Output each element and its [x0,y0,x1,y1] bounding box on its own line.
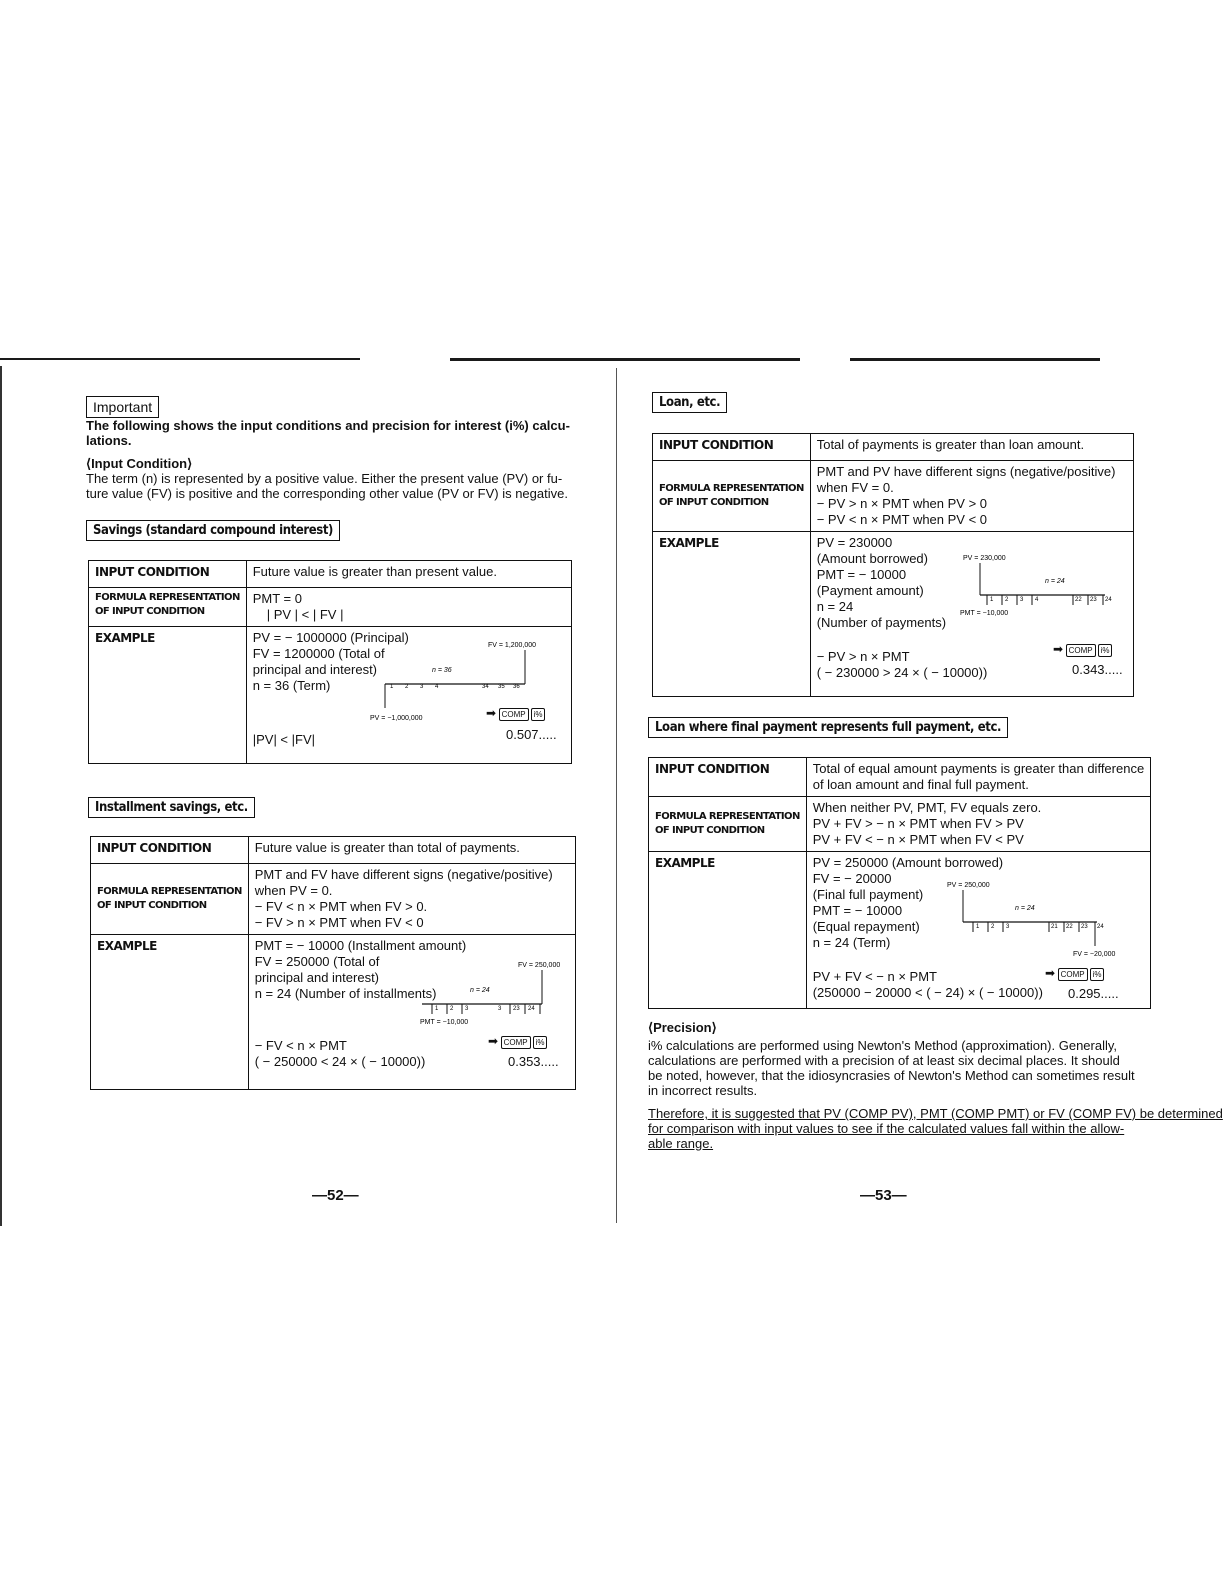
tick-label: 22 [1075,597,1082,603]
example-line: PV + FV < − n × PMT [812,969,937,984]
example-line: n = 24 [816,599,854,614]
tick-label: 23 [1090,597,1097,603]
diagram-n-label: n = 24 [1015,905,1035,912]
tick-label: 21 [1051,924,1058,930]
input-condition-heading: ⟨Input Condition⟩ [86,456,193,471]
loan-result: 0.343..... [1072,662,1123,677]
example-line: principal and interest) [254,970,380,985]
formula-label-line: FORMULA REPRESENTATION [95,592,240,603]
intro-line: lations. [86,433,132,448]
example-label: EXAMPLE [89,627,247,764]
tick-label: 2 [991,924,995,930]
top-rule-left [0,358,360,360]
formula-label [653,461,811,532]
tick-label: 2 [405,684,409,690]
top-rule-right [850,358,1100,361]
example-line: (Final full payment) [812,887,924,902]
diagram-fv-label: FV = −20,000 [1073,951,1116,958]
formula-line: PV + FV > − n × PMT when FV > PV [812,816,1024,831]
diagram-pv-label: PV = 250,000 [947,882,990,889]
table-row [649,797,1151,852]
example-line: ( − 230000 > 24 × ( − 10000)) [816,665,988,680]
example-line: (Equal repayment) [812,919,920,934]
formula-line: when PV = 0. [254,883,333,898]
tick-label: 4 [435,684,439,690]
savings-title: Savings (standard compound interest) [86,520,340,541]
precision-text: i% calculations are performed using Newton's Method (approximation). Generally, [648,1038,1118,1053]
table-row [653,461,1134,532]
intro-line: The following shows the input conditions and precision for interest (i%) calcu- [86,418,570,433]
input-condition-value: Future value is greater than total of payments. [248,837,575,864]
tick-label: 24 [1105,597,1112,603]
formula-line: PMT and PV have different signs (negative/positive) [816,464,1116,479]
tick-label: 24 [1097,924,1104,930]
input-condition-line: Total of equal amount payments is greater than difference [812,761,1145,776]
example-line: (Payment amount) [816,583,924,598]
table-row [91,837,576,864]
intro-text [86,418,586,448]
installment-key-sequence [488,1034,549,1049]
example-line: PMT = − 10000 (Installment amount) [254,938,467,953]
tick-label: 34 [482,684,489,690]
example-line: (Amount borrowed) [816,551,928,566]
example-line: FV = 250000 (Total of [254,954,380,969]
example-line: PMT = − 10000 [816,567,907,582]
diagram-pmt-label: PMT = −10,000 [960,610,1009,617]
formula-label [649,797,807,852]
example-line: PV = 250000 (Amount borrowed) [812,855,1004,870]
comp-key: COMP [1066,644,1096,657]
diagram-fv-label: FV = 250,000 [518,962,561,969]
tick-label: 1 [976,924,980,930]
formula-line: − PV > n × PMT when PV > 0 [816,496,988,511]
tick-label: 23 [513,1006,520,1012]
arrow-icon: ➡ [1045,966,1056,980]
input-condition-text: The term (n) is represented by a positive value. Either the present value (PV) or fu- [86,471,563,486]
precision-text: be noted, however, that the idiosyncrasies of Newton's Method can sometimes result [648,1068,1135,1083]
formula-label-line: OF INPUT CONDITION [655,825,765,836]
savings-key-sequence [486,706,547,721]
formula-line: − FV > n × PMT when FV < 0 [254,915,424,930]
tick-label: 3 [1006,924,1010,930]
final-loan-key-sequence [1045,966,1106,981]
right-page-number: —53— [860,1187,907,1204]
i-key: i% [1098,644,1113,657]
arrow-icon: ➡ [488,1034,499,1048]
tick-label: 1 [435,1006,439,1012]
example-line: (250000 − 20000 < ( − 24) × ( − 10000)) [812,985,1043,1000]
diagram-pv-label: PV = 230,000 [963,555,1006,562]
input-condition-line: of loan amount and final full payment. [812,777,1029,792]
diagram-pv-label: PV = −1,000,000 [370,715,423,722]
formula-value [810,461,1133,532]
tick-label: 23 [1081,924,1088,930]
tick-label: 3 [1020,597,1024,603]
loan-title: Loan, etc. [652,392,727,413]
diagram-fv-label: FV = 1,200,000 [488,642,537,649]
comp-key: COMP [499,708,529,721]
diagram-pmt-label: PMT = −10,000 [420,1019,469,1026]
input-condition-text: ture value (FV) is positive and the corresponding other value (PV or FV) is negative. [86,486,568,501]
tick-label: 2 [1005,597,1009,603]
example-line: − FV < n × PMT [254,1038,347,1053]
formula-line: when FV = 0. [816,480,894,495]
formula-line: PMT = 0 [252,591,302,606]
formula-line: PV + FV < − n × PMT when FV < PV [812,832,1024,847]
therefore-text: Therefore, it is suggested that PV (COMP PV), PMT (COMP PMT) or FV (COMP FV) be determined [648,1106,1223,1121]
example-label: EXAMPLE [653,532,811,697]
input-condition-section [86,456,586,501]
therefore-text: able range. [648,1136,714,1151]
table-row [89,561,572,588]
installment-title: Installment savings, etc. [88,797,255,818]
book-spine [616,368,617,1223]
formula-label-line: OF INPUT CONDITION [659,497,769,508]
table-row [653,434,1134,461]
example-line: FV = 1200000 (Total of [252,646,385,661]
installment-cashflow-diagram [410,958,570,1034]
precision-heading: ⟨Precision⟩ [648,1020,717,1035]
formula-label-line: FORMULA REPRESENTATION [659,483,804,494]
input-condition-label: INPUT CONDITION [89,561,247,588]
i-key: i% [533,1036,548,1049]
formula-line: − FV < n × PMT when FV > 0. [254,899,428,914]
important-label: Important [86,396,159,418]
formula-line: | PV | < | FV | [266,607,344,622]
formula-line: − PV < n × PMT when PV < 0 [816,512,988,527]
final-loan-result: 0.295..... [1068,986,1119,1001]
diagram-n-label: n = 24 [1045,578,1065,585]
example-label: EXAMPLE [649,852,807,1009]
table-row [91,864,576,935]
tick-label: 3 [420,684,424,690]
formula-line: PMT and FV have different signs (negative/positive) [254,867,553,882]
diagram-n-label: n = 24 [470,987,490,994]
therefore-text: for comparison with input values to see if the calculated values fall within the allow- [648,1121,1125,1136]
example-line: n = 24 (Term) [812,935,891,950]
comp-key: COMP [501,1036,531,1049]
input-condition-label: INPUT CONDITION [653,434,811,461]
formula-value [806,797,1150,852]
final-loan-title: Loan where final payment represents full payment, etc. [648,717,1008,738]
formula-value [248,864,575,935]
page-left-edge [0,366,2,1226]
tick-label: 4 [1035,597,1039,603]
formula-label [91,864,249,935]
formula-value [246,588,571,627]
tick-label: 22 [1066,924,1073,930]
input-condition-label: INPUT CONDITION [649,758,807,797]
i-key: i% [531,708,546,721]
precision-text: in incorrect results. [648,1083,758,1098]
arrow-icon: ➡ [1053,642,1064,656]
example-line: FV = − 20000 [812,871,892,886]
arrow-icon: ➡ [486,706,497,720]
tick-label: 2 [450,1006,454,1012]
example-line: PMT = − 10000 [812,903,903,918]
table-row [89,588,572,627]
loan-cashflow-diagram [955,553,1125,623]
input-condition-label: INPUT CONDITION [91,837,249,864]
example-line: principal and interest) [252,662,378,677]
formula-label-line: FORMULA REPRESENTATION [655,811,800,822]
tick-label: 24 [528,1006,535,1012]
diagram-n-label: n = 36 [432,667,452,674]
input-condition-value [806,758,1150,797]
savings-result: 0.507..... [506,727,557,742]
final-loan-cashflow-diagram [945,880,1127,962]
formula-label [89,588,247,627]
example-line: − PV > n × PMT [816,649,910,664]
example-line: (Number of payments) [816,615,947,630]
formula-label-line: OF INPUT CONDITION [95,606,205,617]
example-line: n = 24 (Number of installments) [254,986,437,1001]
example-label: EXAMPLE [91,935,249,1090]
tick-label: 35 [498,684,505,690]
tick-label: 3 [498,1006,502,1012]
top-rule-center [450,358,800,361]
table-row [649,758,1151,797]
left-page-number: —52— [312,1187,359,1204]
tick-label: 1 [990,597,994,603]
precision-text: calculations are performed with a precision of at least six decimal places. It should [648,1053,1120,1068]
i-key: i% [1090,968,1105,981]
comp-key: COMP [1058,968,1088,981]
formula-label-line: FORMULA REPRESENTATION [97,886,242,897]
input-condition-value: Total of payments is greater than loan amount. [810,434,1133,461]
input-condition-value: Future value is greater than present value. [246,561,571,588]
example-line: |PV| < |FV| [252,732,315,747]
tick-label: 36 [513,684,520,690]
example-line: PV = − 1000000 (Principal) [252,630,409,645]
example-line: ( − 250000 < 24 × ( − 10000)) [254,1054,426,1069]
loan-key-sequence [1053,642,1114,657]
example-line: PV = 230000 [816,535,893,550]
installment-result: 0.353..... [508,1054,559,1069]
tick-label: 3 [465,1006,469,1012]
precision-section [648,1020,1223,1151]
tick-label: 1 [390,684,394,690]
example-line: n = 36 (Term) [252,678,331,693]
formula-line: When neither PV, PMT, FV equals zero. [812,800,1042,815]
formula-label-line: OF INPUT CONDITION [97,900,207,911]
